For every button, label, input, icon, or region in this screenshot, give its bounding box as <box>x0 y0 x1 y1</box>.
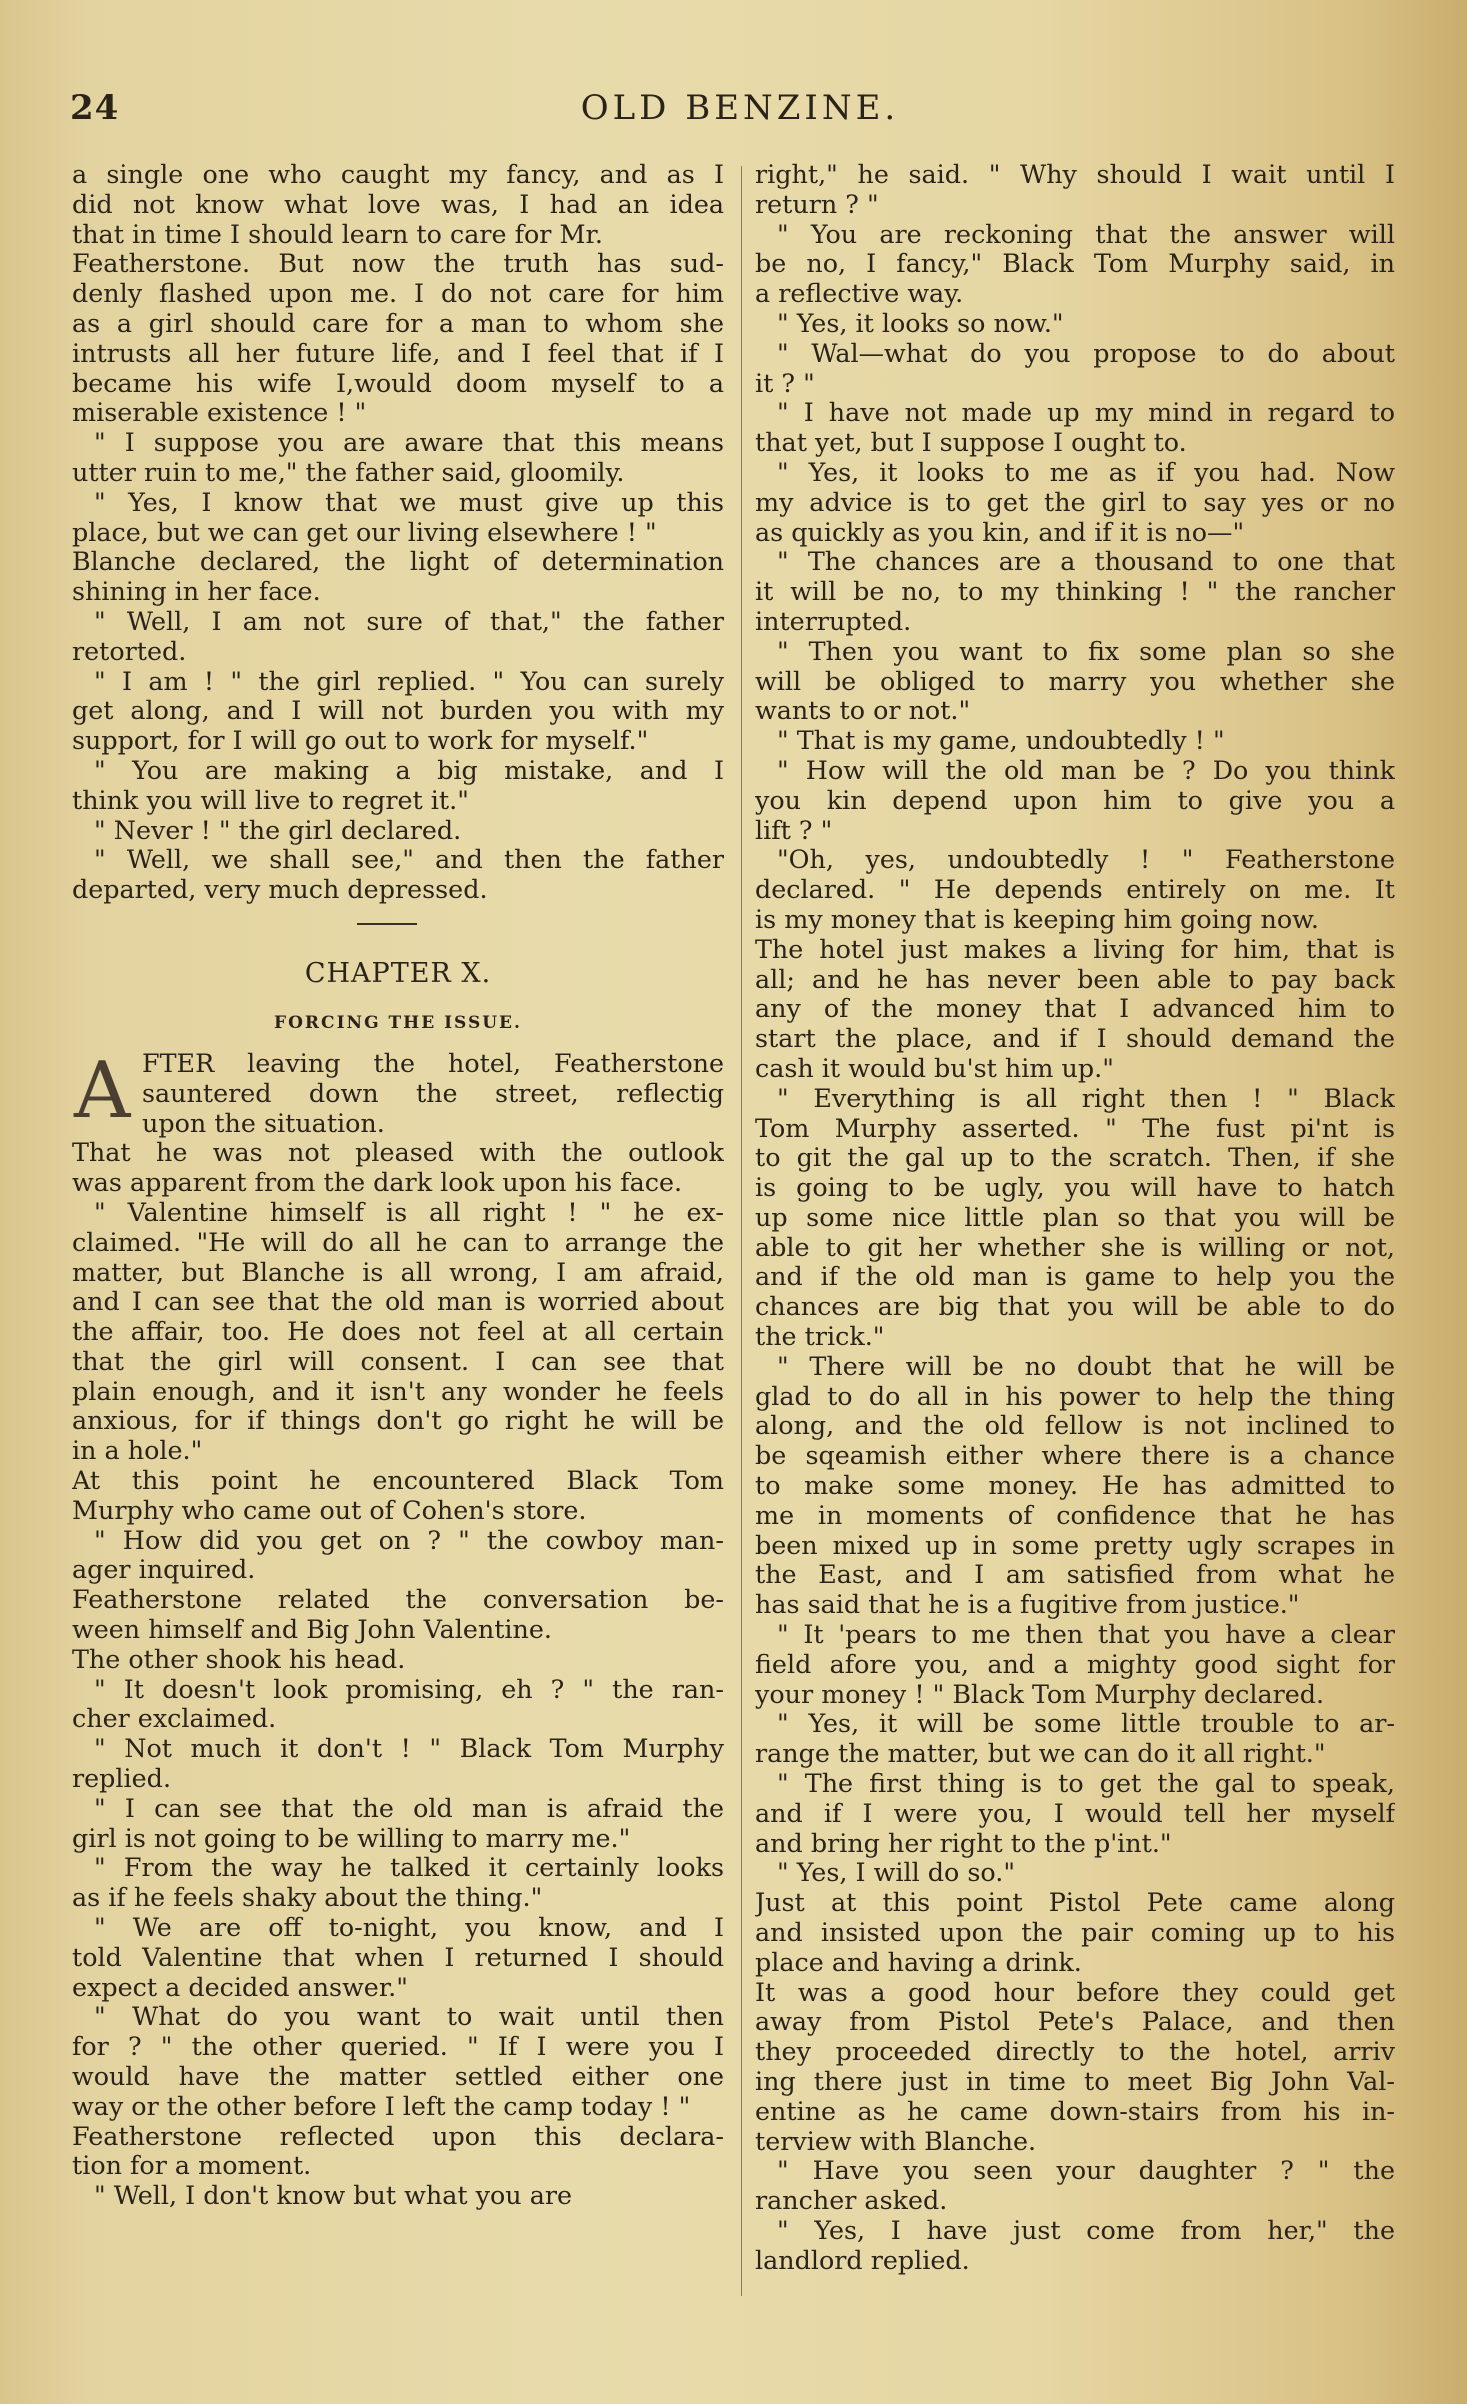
text-line: Featherstone reflected upon this declara- <box>72 2121 724 2151</box>
text-line: the trick." <box>755 1322 885 1352</box>
text-line: think you will live to regret it." <box>72 785 469 815</box>
dropcap-lines <box>72 1045 724 1138</box>
text-line: be sqeamish either where there is a chance <box>755 1441 1395 1471</box>
text-line: that in time I should learn to care for Mr. <box>72 219 603 249</box>
text-line: along, and the old fellow is not inclined to <box>755 1411 1395 1441</box>
text-line: you kin depend upon him to give you a <box>755 785 1395 815</box>
text-line: and I can see that the old man is worried about <box>72 1287 724 1317</box>
text-line: " What do you want to wait until then <box>94 2002 724 2032</box>
text-line: is my money that is keeping him going now. <box>755 904 1319 934</box>
text-line: landlord replied. <box>755 2245 970 2275</box>
dropcap-letter: A <box>74 1045 131 1136</box>
text-line: " How did you get on ? " the cowboy man- <box>94 1525 724 1555</box>
text-line: sauntered down the street, reflectig <box>142 1078 724 1108</box>
text-line: for ? " the other queried. " If I were you I <box>72 2032 724 2062</box>
text-line: Featherstone related the conversation be- <box>72 1585 724 1615</box>
text-line: the affair, too. He does not feel at all certain <box>72 1317 724 1347</box>
text-line: all; and he has never been able to pay back <box>755 964 1395 994</box>
text-line: has said that he is a fugitive from justice." <box>755 1590 1300 1620</box>
text-line: The hotel just makes a living for him, that is <box>755 934 1395 964</box>
text-line: wants to or not." <box>755 696 971 726</box>
text-line: would have the matter settled either one <box>72 2062 724 2092</box>
text-line: Murphy who came out of Cohen's store. <box>72 1495 587 1525</box>
text-line: it ? " <box>755 368 815 398</box>
text-line: " There will be no doubt that he will be <box>777 1351 1395 1381</box>
text-line: as quickly as you kin, and if it is no—" <box>755 517 1245 547</box>
text-line: told Valentine that when I returned I should <box>72 1942 724 1972</box>
left-column-bottom-text <box>72 1138 724 2211</box>
text-line: " It 'pears to me then that you have a clear <box>777 1620 1395 1650</box>
text-line: and insisted upon the pair coming up to his <box>755 1918 1395 1948</box>
text-line: the East, and I am satisfied from what he <box>755 1560 1395 1590</box>
text-line: " I suppose you are aware that this means <box>94 428 724 458</box>
text-line: ager inquired. <box>72 1555 256 1585</box>
text-line: " Yes, it will be some little trouble to ar- <box>777 1709 1395 1739</box>
text-line: my advice is to get the girl to say yes or no <box>755 487 1395 517</box>
text-line: " Well, we shall see," and then the father <box>94 845 724 875</box>
text-line: will be obliged to marry you whether she <box>755 666 1395 696</box>
text-line: " The first thing is to get the gal to speak, <box>777 1769 1395 1799</box>
text-line: " We are off to-night, you know, and I <box>94 1913 724 1943</box>
text-line: terview with Blanche. <box>755 2126 1037 2156</box>
text-line: plain enough, and it isn't any wonder he feels <box>72 1376 724 1406</box>
text-line: expect a decided answer." <box>72 1972 408 2002</box>
text-line: " Well, I am not sure of that," the father <box>94 606 724 636</box>
text-line: "Oh, yes, undoubtedly ! " Featherstone <box>777 845 1395 875</box>
text-line: cher exclaimed. <box>72 1704 277 1734</box>
text-line: any of the money that I advanced him to <box>755 994 1395 1024</box>
text-line: claimed. "He will do all he can to arrange the <box>72 1227 724 1257</box>
text-line: in a hole." <box>72 1436 203 1466</box>
left-column <box>72 160 724 2211</box>
left-column-top-text <box>72 160 724 905</box>
text-line: start the place, and if I should demand the <box>755 1024 1395 1054</box>
text-line: as if he feels shaky about the thing." <box>72 1883 543 1913</box>
text-line: " That is my game, undoubtedly ! " <box>777 726 1225 756</box>
text-line: able to git her whether she is willing or not, <box>755 1232 1395 1262</box>
text-line: to make some money. He has admitted to <box>755 1471 1395 1501</box>
text-line: a reflective way. <box>755 279 964 309</box>
text-line: entine as he came down-stairs from his in- <box>755 2096 1395 2126</box>
right-column-text <box>755 160 1395 2276</box>
text-line: " How will the old man be ? Do you think <box>777 755 1395 785</box>
text-line: girl is not going to be willing to marry me." <box>72 1823 631 1853</box>
text-line: range the matter, but we can do it all right." <box>755 1739 1326 1769</box>
text-line: " Yes, it looks so now." <box>777 308 1064 338</box>
right-column <box>755 160 1395 2276</box>
section-separator <box>72 905 724 945</box>
text-line: Featherstone. But now the truth has sud- <box>72 249 724 279</box>
text-line: declared. " He depends entirely on me. It <box>755 875 1395 905</box>
text-line: cash it would bu'st him up." <box>755 1053 1114 1083</box>
text-line: been mixed up in some pretty ugly scrapes in <box>755 1530 1395 1560</box>
text-line: " Yes, I have just come from her," the <box>777 2215 1395 2245</box>
text-line: get along, and I will not burden you with my <box>72 696 724 726</box>
text-line: return ? " <box>755 189 879 219</box>
text-line: chances are big that you will be able to do <box>755 1292 1395 1322</box>
text-line: and bring her right to the p'int." <box>755 1828 1172 1858</box>
text-line: did not know what love was, I had an idea <box>72 189 724 219</box>
text-line: replied. <box>72 1764 172 1794</box>
text-line: that the girl will consent. I can see that <box>72 1346 724 1376</box>
text-line: support, for I will go out to work for myself." <box>72 726 649 756</box>
text-line: " I can see that the old man is afraid the <box>94 1793 724 1823</box>
text-line: matter, but Blanche is all wrong, I am afraid, <box>72 1257 724 1287</box>
text-line: lift ? " <box>755 815 833 845</box>
text-line: " I have not made up my mind in regard to <box>777 398 1395 428</box>
text-line: " Never ! " the girl declared. <box>94 815 462 845</box>
text-line: " From the way he talked it certainly looks <box>94 1853 724 1883</box>
text-line: and if I were you, I would tell her myself <box>755 1798 1395 1828</box>
running-title: OLD BENZINE. <box>580 88 900 128</box>
text-line: It was a good hour before they could get <box>755 1977 1395 2007</box>
text-line: be no, I fancy," Black Tom Murphy said, in <box>755 249 1395 279</box>
text-line: ing there just in time to meet Big John Val- <box>755 2067 1395 2096</box>
text-line: field afore you, and a mighty good sight for <box>755 1649 1395 1679</box>
column-divider <box>741 166 742 2296</box>
text-line: " Not much it don't ! " Black Tom Murphy <box>94 1734 724 1764</box>
text-line: rancher asked. <box>755 2186 948 2216</box>
text-line: Tom Murphy asserted. " The fust pi'nt is <box>755 1113 1395 1143</box>
text-line: Just at this point Pistol Pete came along <box>755 1888 1395 1918</box>
text-line: " You are making a big mistake, and I <box>94 755 724 785</box>
text-line: " Then you want to fix some plan so she <box>777 636 1395 666</box>
page-header <box>70 88 1410 148</box>
text-line: your money ! " Black Tom Murphy declared. <box>755 1679 1325 1709</box>
chapter-subtitle: FORCING THE ISSUE. <box>274 1012 522 1033</box>
text-line: FTER leaving the hotel, Featherstone <box>142 1048 724 1078</box>
text-line: retorted. <box>72 636 187 666</box>
text-line: and if the old man is game to help you the <box>755 1262 1395 1292</box>
text-line: interrupted. <box>755 606 912 636</box>
text-line: to git the gal up to the scratch. Then, if she <box>755 1143 1395 1173</box>
text-line: " The chances are a thousand to one that <box>777 547 1395 577</box>
text-line: tion for a moment. <box>72 2151 312 2181</box>
text-line: intrusts all her future life, and I feel that if I <box>72 338 724 368</box>
text-line: upon the situation. <box>142 1108 385 1138</box>
text-line: " Everything is all right then ! " Black <box>777 1083 1395 1113</box>
text-line: " You are reckoning that the answer will <box>777 219 1395 249</box>
text-line: At this point he encountered Black Tom <box>72 1466 724 1496</box>
text-line: " Yes, it looks to me as if you had. Now <box>777 457 1395 487</box>
text-line: that yet, but I suppose I ought to. <box>755 428 1187 458</box>
text-line: they proceeded directly to the hotel, arriv <box>755 2037 1395 2067</box>
text-line: shining in her face. <box>72 577 321 607</box>
text-line: " Yes, I know that we must give up this <box>94 487 724 517</box>
text-line: a single one who caught my fancy, and as I <box>72 160 724 189</box>
dropcap-paragraph <box>72 1045 724 1138</box>
text-line: " It doesn't look promising, eh ? " the ran- <box>94 1674 724 1704</box>
text-line: " Yes, I will do so." <box>777 1858 1015 1888</box>
text-line: right," he said. " Why should I wait until I <box>755 160 1395 189</box>
text-line: " Have you seen your daughter ? " the <box>777 2156 1395 2186</box>
text-line: is going to be ugly, you will have to hatch <box>755 1173 1395 1203</box>
text-line: was apparent from the dark look upon his face. <box>72 1168 683 1198</box>
text-line: ween himself and Big John Valentine. <box>72 1615 552 1645</box>
text-line: became his wife I,would doom myself to a <box>72 368 724 398</box>
text-line: " I am ! " the girl replied. " You can surely <box>94 666 724 696</box>
text-line: as a girl should care for a man to whom she <box>72 308 724 338</box>
text-line: place, but we can get our living elsewhere ! " <box>72 517 657 547</box>
text-line: glad to do all in his power to help the thing <box>755 1381 1395 1411</box>
text-line: utter ruin to me," the father said, gloomily. <box>72 457 625 487</box>
text-line: miserable existence ! " <box>72 398 367 428</box>
text-line: up some nice little plan so that you will be <box>755 1202 1395 1232</box>
text-line: The other shook his head. <box>72 1644 406 1674</box>
text-line: me in moments of confidence that he has <box>755 1500 1395 1530</box>
text-line: away from Pistol Pete's Palace, and then <box>755 2007 1395 2037</box>
chapter-title: CHAPTER X. <box>304 957 492 989</box>
page-number: 24 <box>70 88 120 128</box>
text-line: denly flashed upon me. I do not care for him <box>72 279 724 309</box>
text-line: That he was not pleased with the outlook <box>72 1138 724 1168</box>
text-line: " Well, I don't know but what you are <box>94 2181 572 2211</box>
text-line: way or the other before I left the camp today ! " <box>72 2091 691 2121</box>
text-line: departed, very much depressed. <box>72 875 488 905</box>
text-line: " Wal—what do you propose to do about <box>777 338 1395 368</box>
text-line: Blanche declared, the light of determination <box>72 547 724 577</box>
text-line: place and having a drink. <box>755 1947 1082 1977</box>
text-line: anxious, for if things don't go right he will be <box>72 1406 724 1436</box>
text-line: it will be no, to my thinking ! " the rancher <box>755 577 1395 607</box>
text-line: " Valentine himself is all right ! " he ex- <box>94 1197 724 1227</box>
